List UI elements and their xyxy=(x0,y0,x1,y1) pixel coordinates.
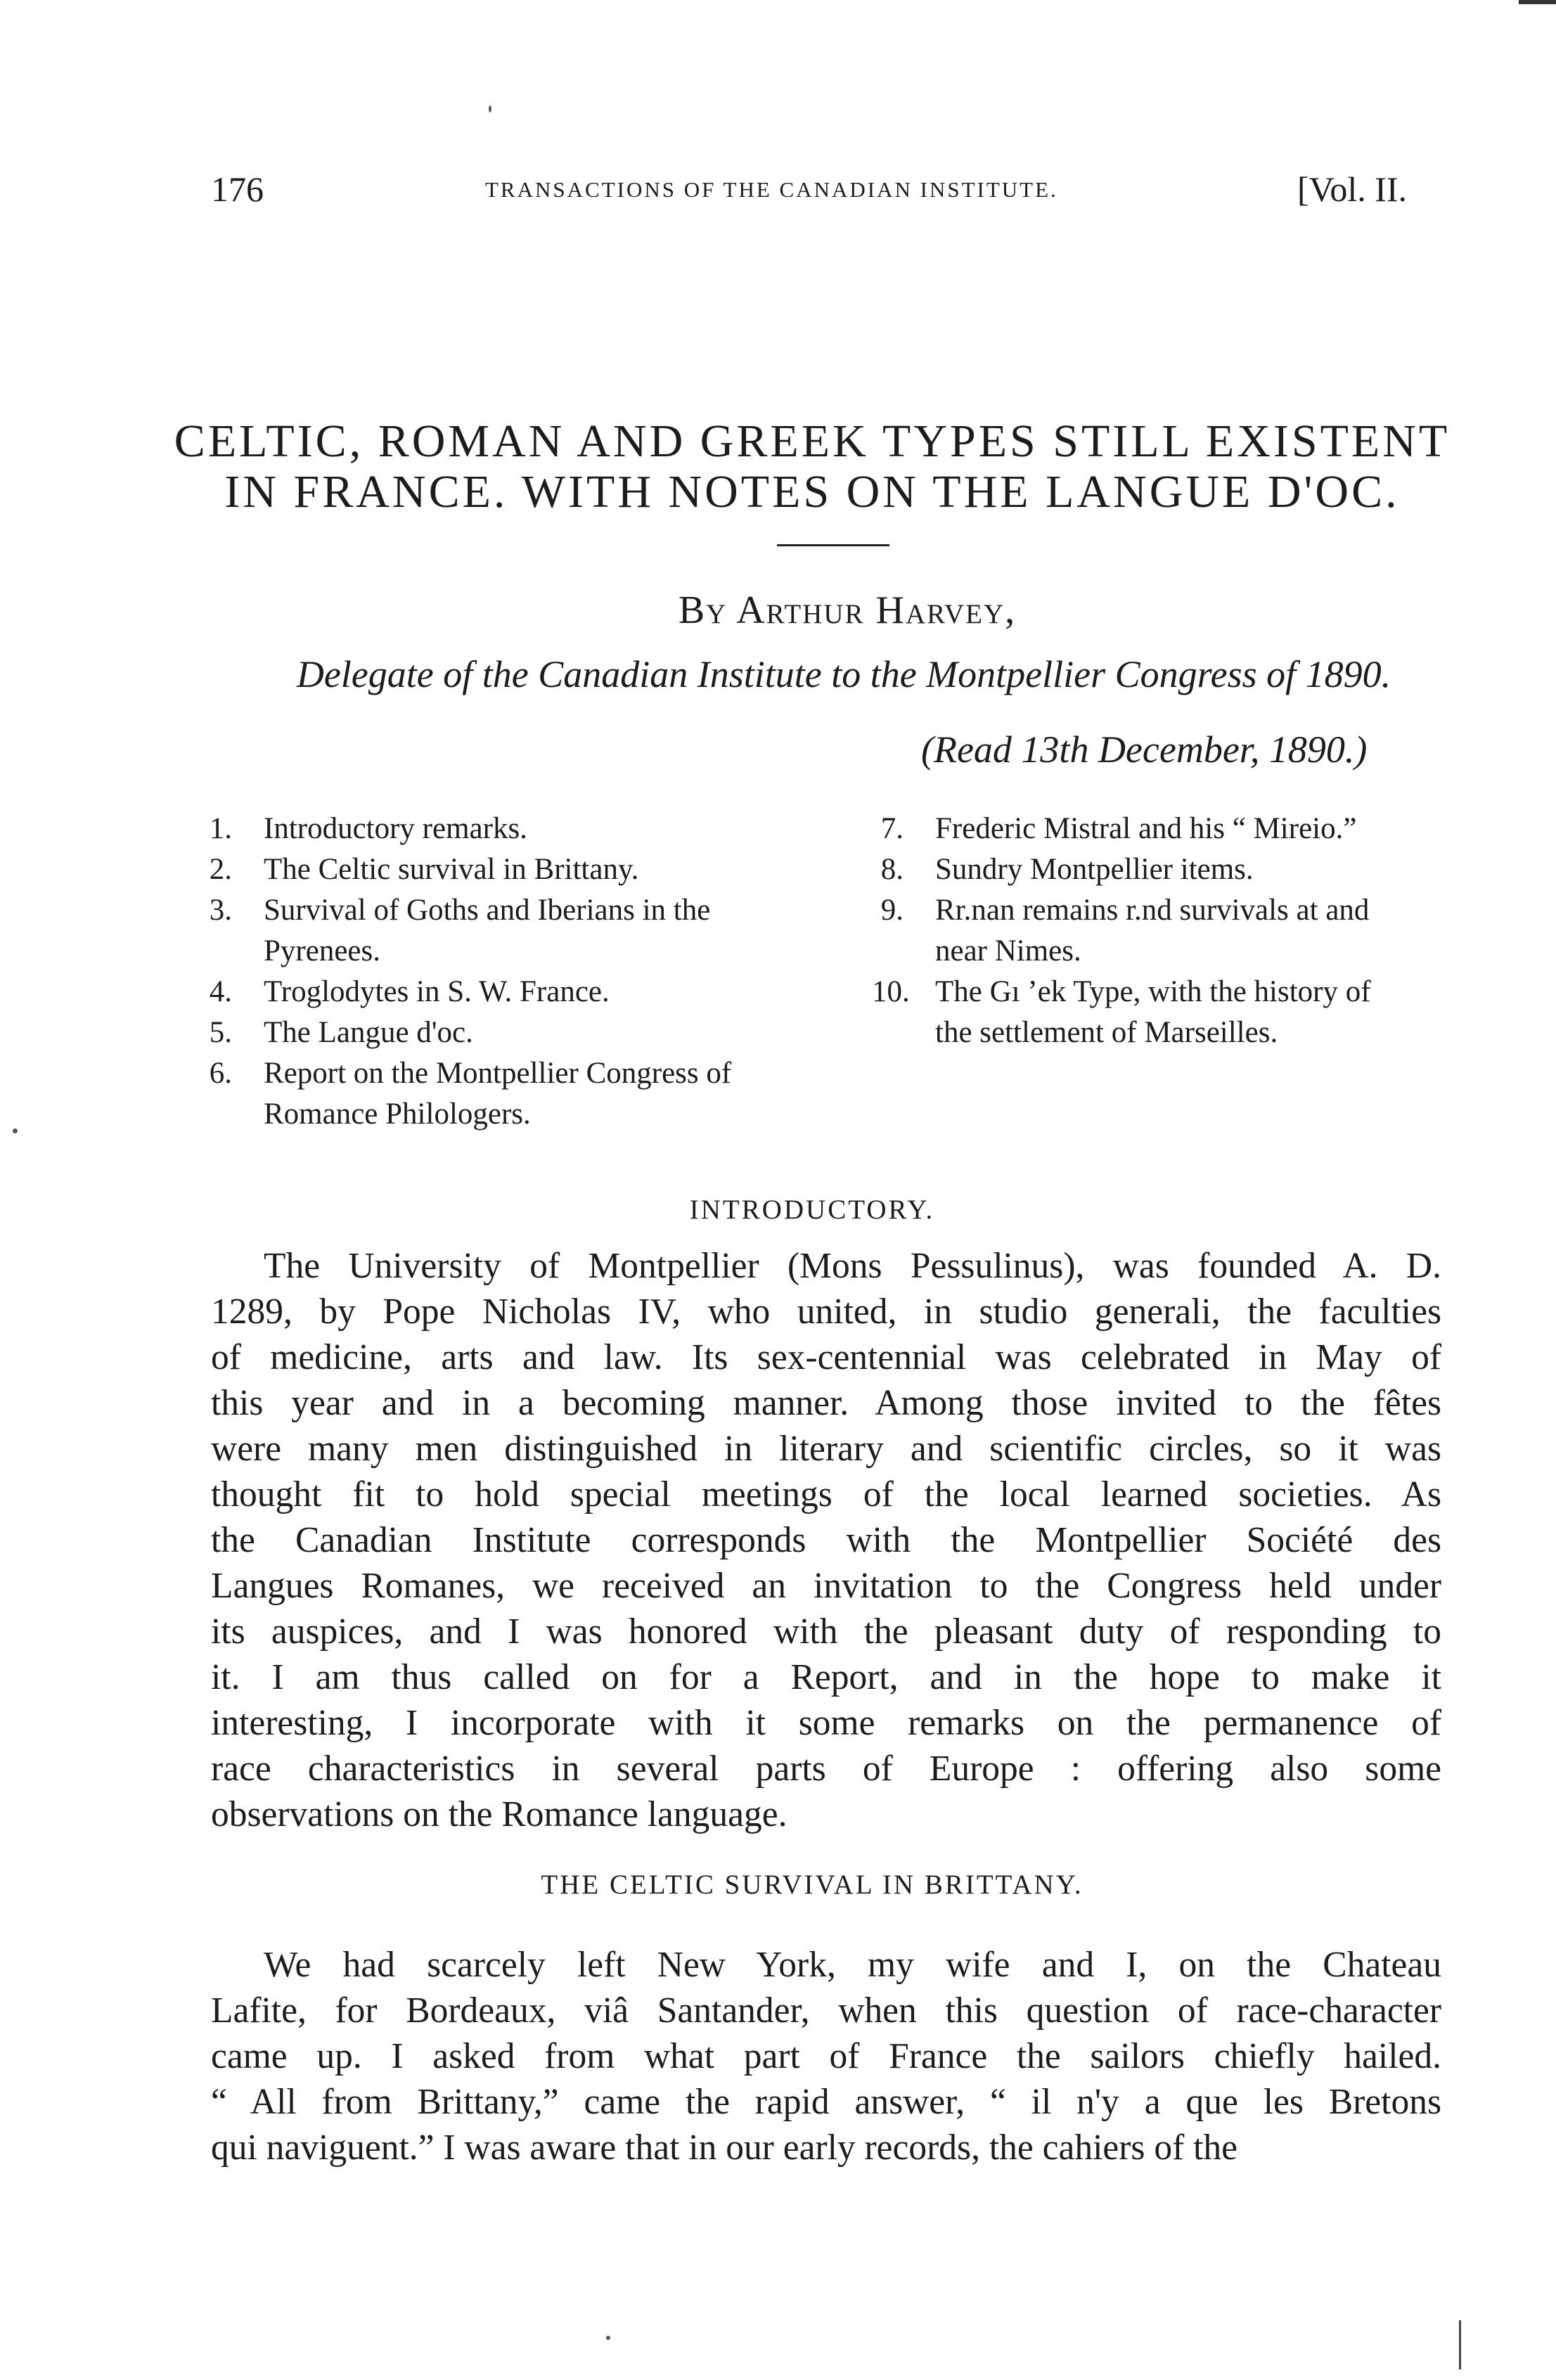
contents-item-number: 8. xyxy=(880,853,904,886)
scan-speck xyxy=(606,2336,610,2340)
paragraph-line: the Canadian Institute corresponds with the Montpellier Société des xyxy=(211,1520,1441,1560)
contents-item-number: 9. xyxy=(880,894,904,927)
running-title: TRANSACTIONS OF THE CANADIAN INSTITUTE. xyxy=(485,177,1058,202)
paragraph-line: its auspices, and I was honored with the pleasant duty of responding to xyxy=(211,1612,1441,1652)
author-affiliation: Delegate of the Canadian Institute to the Montpellier Congress of 1890. xyxy=(296,653,1391,695)
celtic-survival-paragraph xyxy=(211,1942,1441,2170)
contents-item-text: The Gı ʼek Type, with the history of xyxy=(935,975,1371,1008)
title-divider xyxy=(777,544,889,546)
volume-label: [Vol. II. xyxy=(1297,169,1408,209)
contents-item-text: Pyrenees. xyxy=(264,934,380,967)
contents-item-number: 2. xyxy=(209,853,232,886)
paragraph-line: thought fit to hold special meetings of the local learned societies. As xyxy=(211,1474,1441,1514)
paragraph-line: this year and in a becoming manner. Among those invited to the fêtes xyxy=(211,1383,1441,1423)
contents-item-text: Introductory remarks. xyxy=(264,812,527,845)
introductory-paragraph xyxy=(211,1243,1441,1837)
contents-item-number: 5. xyxy=(209,1016,232,1049)
contents-item-text: Troglodytes in S. W. France. xyxy=(264,975,610,1008)
paragraph-line: qui naviguent.” I was aware that in our early records, the cahiers of the xyxy=(211,2128,1238,2168)
scan-edge-mark xyxy=(1459,2320,1461,2369)
article-title-line-2: IN FRANCE. WITH NOTES ON THE LANGUE D'OC. xyxy=(224,466,1400,517)
contents-item-text: The Langue d'oc. xyxy=(264,1016,473,1049)
contents-item-text: Sundry Montpellier items. xyxy=(935,853,1254,886)
contents-item-text: Romance Philologers. xyxy=(264,1098,531,1131)
scan-edge-mark xyxy=(1519,0,1556,4)
contents-item-text: Rr.nan remains r.nd survivals at and xyxy=(935,894,1370,927)
paragraph-line: “ All from Brittany,” came the rapid answer, “ il n'y a que les Bretons xyxy=(211,2082,1441,2122)
paragraph-line: race characteristics in several parts of Europe : offering also some xyxy=(211,1749,1441,1789)
article-title-line-1: CELTIC, ROMAN AND GREEK TYPES STILL EXISTENT xyxy=(174,416,1451,467)
contents-item-number: 3. xyxy=(209,894,232,927)
contents-item-number: 10. xyxy=(872,975,910,1008)
paragraph-line: interesting, I incorporate with it some remarks on the permanence of xyxy=(211,1703,1441,1743)
scan-speck xyxy=(489,105,491,112)
contents-item-text: near Nimes. xyxy=(935,934,1081,967)
section-heading-introductory: INTRODUCTORY. xyxy=(689,1195,935,1225)
scan-speck xyxy=(13,1128,18,1133)
paragraph-line: The University of Montpellier (Mons Pessulinus), was founded A. D. xyxy=(264,1246,1441,1286)
contents-item-text: the settlement of Marseilles. xyxy=(935,1016,1278,1049)
contents-item-text: Frederic Mistral and his “ Mireio.” xyxy=(935,812,1357,845)
contents-item-number: 6. xyxy=(209,1057,232,1090)
contents-item-text: The Celtic survival in Brittany. xyxy=(264,853,639,886)
paragraph-line: were many men distinguished in literary and scientific circles, so it was xyxy=(211,1429,1441,1469)
read-date: (Read 13th December, 1890.) xyxy=(921,728,1368,771)
section-heading-celtic-survival: THE CELTIC SURVIVAL IN BRITTANY. xyxy=(541,1870,1084,1900)
paragraph-line: came up. I asked from what part of France the sailors chiefly hailed. xyxy=(211,2036,1441,2076)
paragraph-line: Langues Romanes, we received an invitation to the Congress held under xyxy=(211,1566,1441,1606)
paragraph-line: We had scarcely left New York, my wife and I, on the Chateau xyxy=(264,1945,1441,1985)
contents-item-text: Survival of Goths and Iberians in the xyxy=(264,894,711,927)
contents-item-number: 1. xyxy=(209,812,232,845)
paragraph-line: observations on the Romance language. xyxy=(211,1794,787,1834)
paragraph-line: Lafite, for Bordeaux, viâ Santander, when this question of race-character xyxy=(211,1990,1441,2031)
page-number: 176 xyxy=(211,169,264,209)
contents-item-number: 7. xyxy=(880,812,904,845)
author-byline: By Arthur Harvey, xyxy=(678,588,1017,632)
contents-item-number: 4. xyxy=(209,975,232,1008)
paragraph-line: of medicine, arts and law. Its sex-centennial was celebrated in May of xyxy=(211,1337,1441,1377)
contents-item-text: Report on the Montpellier Congress of xyxy=(264,1057,732,1090)
paragraph-line: 1289, by Pope Nicholas IV, who united, in studio generali, the faculties xyxy=(211,1292,1441,1332)
paragraph-line: it. I am thus called on for a Report, and in the hope to make it xyxy=(211,1657,1441,1697)
